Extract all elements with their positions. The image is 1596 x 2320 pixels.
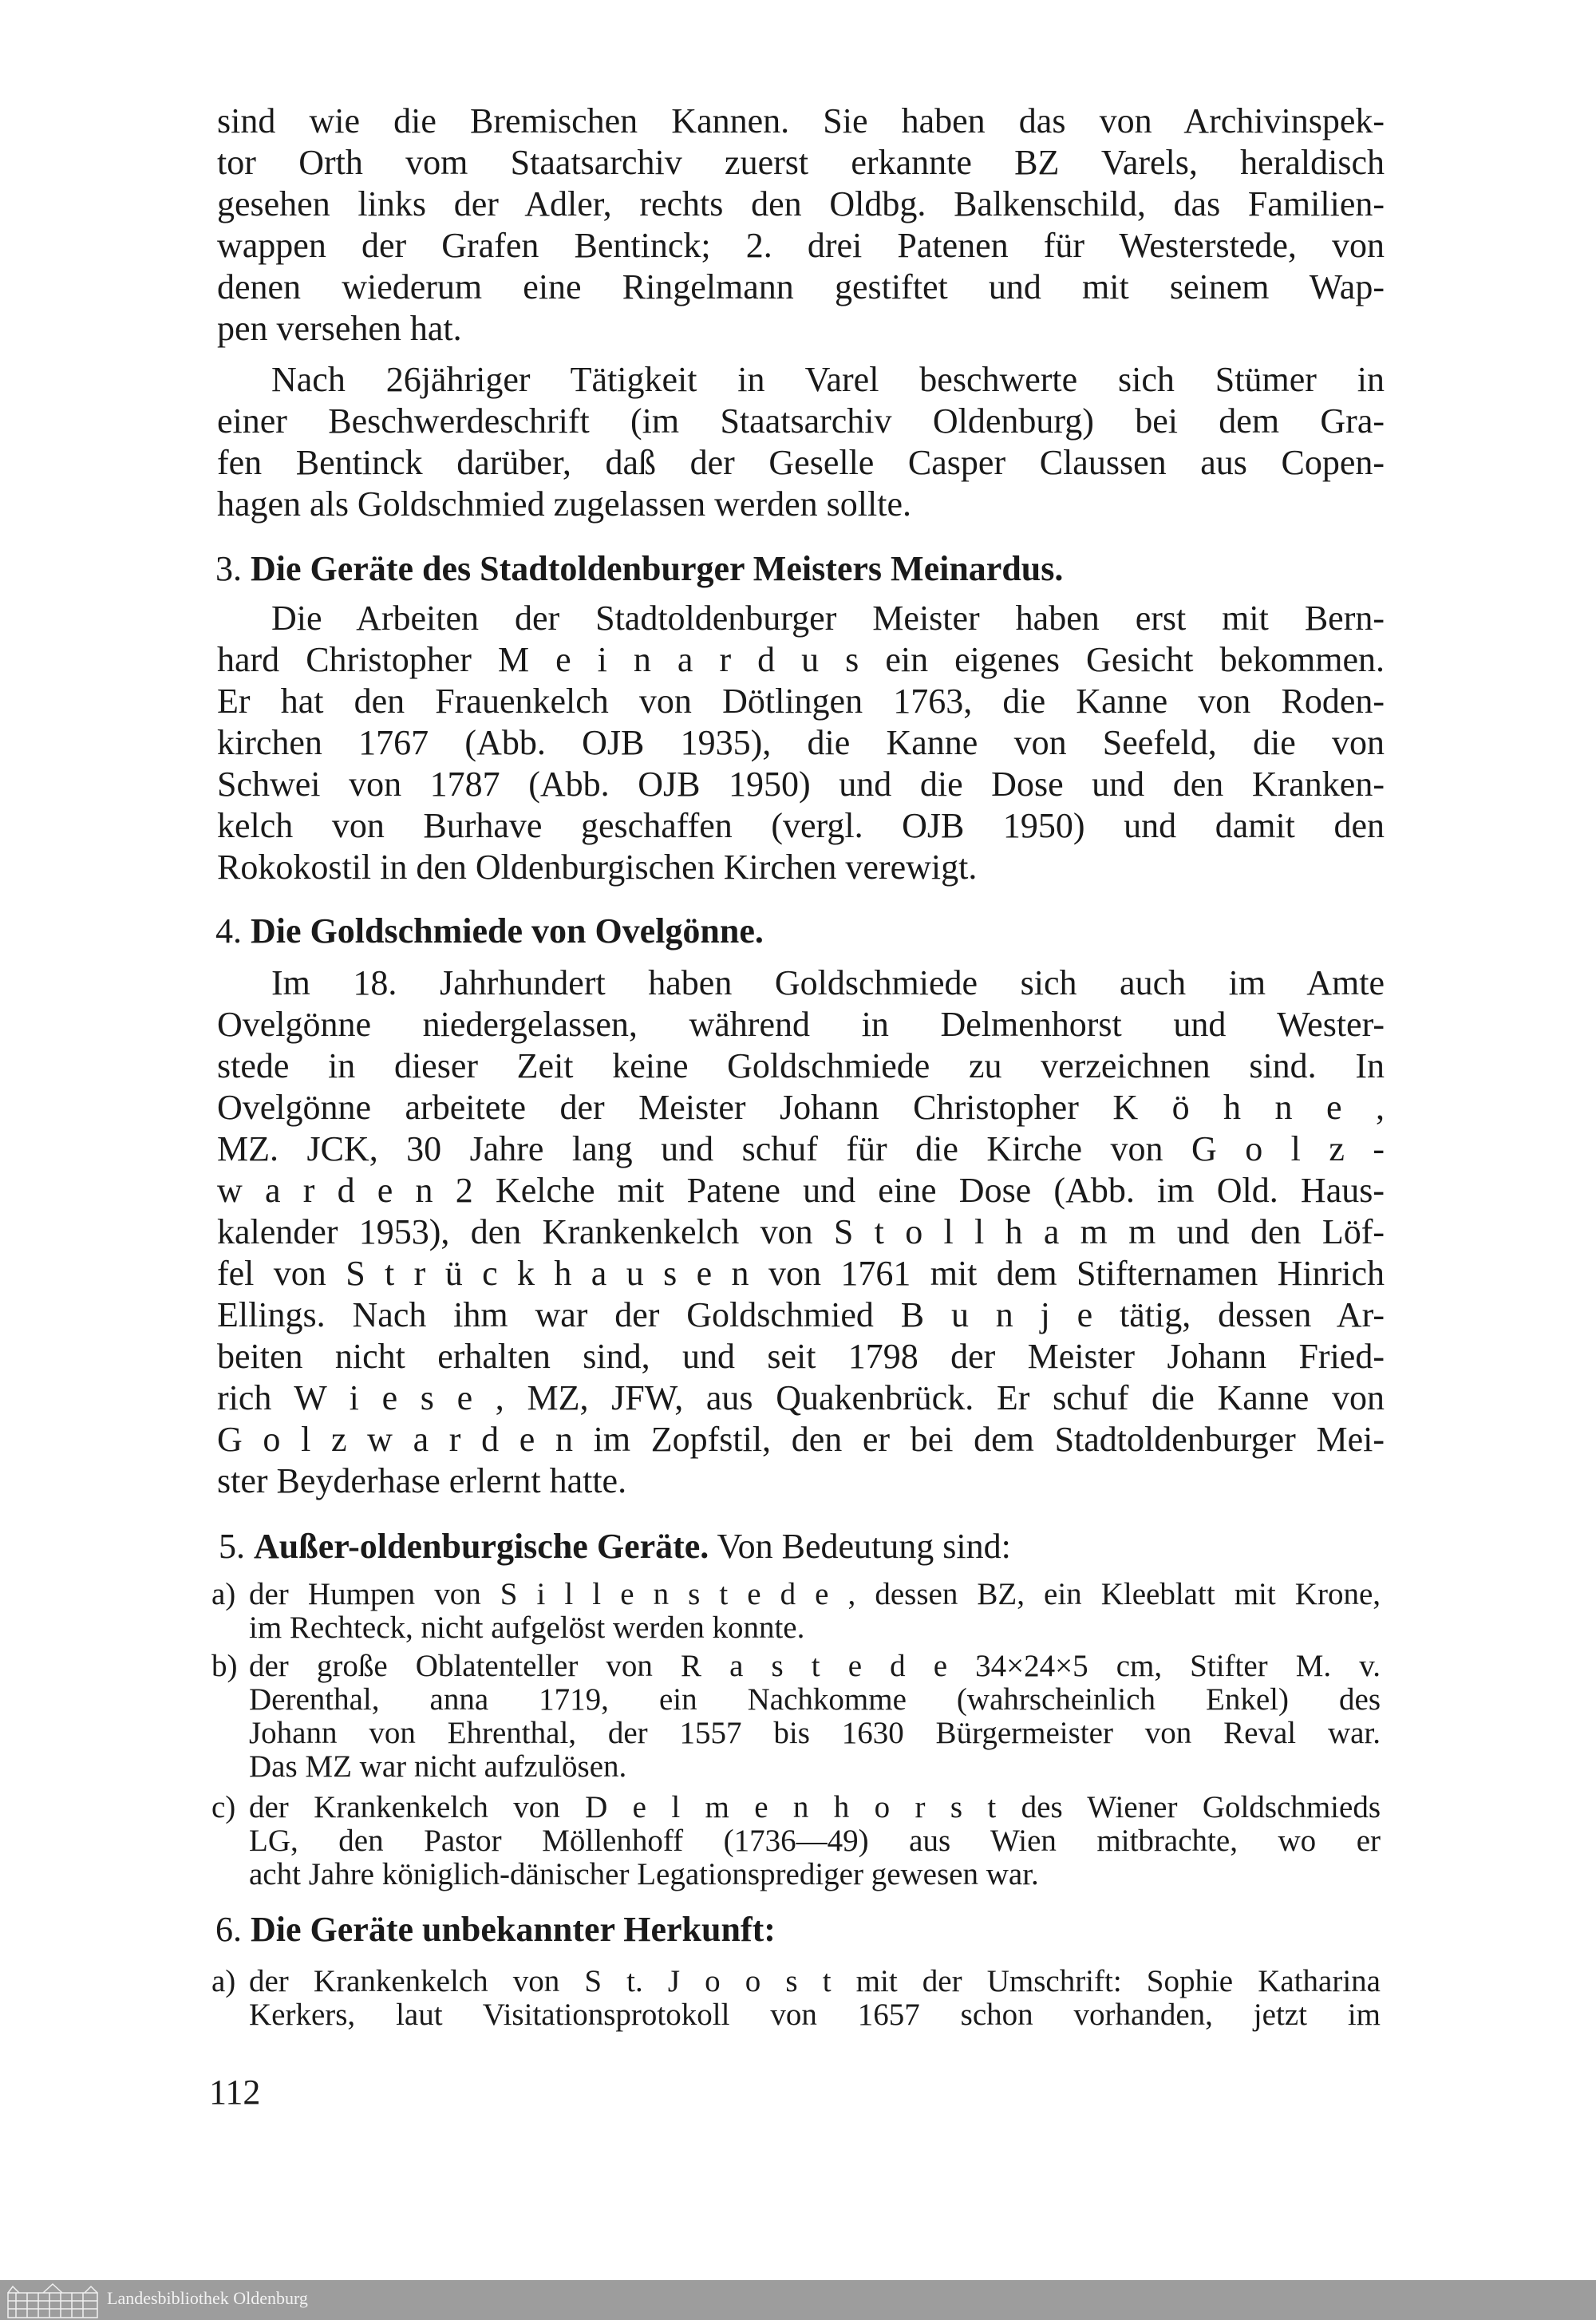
text-line: hard Christopher M e i n a r d u s ein eigenes Gesicht bekommen. xyxy=(217,640,1385,679)
text-line: Nach 26jähriger Tätigkeit in Varel beschwerte sich Stümer in xyxy=(271,360,1385,399)
paragraph-2 xyxy=(217,359,1385,525)
section-number: 4. xyxy=(215,911,242,951)
text-line: der Krankenkelch von S t. J o o s t mit der Umschrift: Sophie Katharina xyxy=(249,1964,1381,1998)
text-line: der Humpen von S i l l e n s t e d e , dessen BZ, ein Kleeblatt mit Krone, xyxy=(249,1577,1381,1611)
text-line: Die Arbeiten der Stadtoldenburger Meister haben erst mit Bern- xyxy=(271,599,1385,638)
heading-section-5 xyxy=(219,1526,1011,1567)
list-text xyxy=(249,1965,1381,2032)
text-line: denen wiederum eine Ringelmann gestiftet und mit seinem Wap- xyxy=(217,267,1385,306)
text-line: Rokokostil in den Oldenburgischen Kirchen verewigt. xyxy=(217,848,978,887)
text-line: Derenthal, anna 1719, ein Nachkomme (wahrscheinlich Enkel) des xyxy=(249,1682,1381,1717)
section-title: Die Geräte unbekannter Herkunft: xyxy=(251,1910,776,1949)
list-item-5c xyxy=(211,1791,1381,1891)
text-line: Im 18. Jahrhundert haben Goldschmiede sich auch im Amte xyxy=(271,963,1385,1002)
text-line: gesehen links der Adler, rechts den Oldbg. Balkenschild, das Familien- xyxy=(217,184,1385,223)
library-name: Landesbibliothek Oldenburg xyxy=(107,2288,308,2308)
list-text xyxy=(249,1578,1381,1645)
text-line: wappen der Grafen Bentinck; 2. drei Patenen für Westerstede, von xyxy=(217,226,1385,265)
list-item-6a xyxy=(211,1965,1381,2032)
text-line: Ovelgönne arbeitete der Meister Johann Christopher K ö h n e , xyxy=(217,1088,1385,1127)
text-line: der Krankenkelch von D e l m e n h o r s t des Wiener Goldschmieds xyxy=(249,1790,1381,1824)
section-number: 6. xyxy=(215,1910,242,1949)
section-title: Außer-oldenburgische Geräte. xyxy=(254,1527,709,1566)
text-line: sind wie die Bremischen Kannen. Sie haben das von Archivinspek- xyxy=(217,101,1385,140)
text-line: rich W i e s e , MZ, JFW, aus Quakenbrück. Er schuf die Kanne von xyxy=(217,1378,1385,1417)
text-line: hagen als Goldschmied zugelassen werden sollte. xyxy=(217,484,911,524)
library-building-logo-icon xyxy=(5,2282,99,2318)
text-line: beiten nicht erhalten sind, und seit 1798 der Meister Johann Fried- xyxy=(217,1337,1385,1376)
heading-section-4 xyxy=(215,911,764,952)
text-line: w a r d e n 2 Kelche mit Patene und eine Dose (Abb. im Old. Haus- xyxy=(217,1171,1385,1210)
list-item-5b xyxy=(211,1650,1381,1784)
text-line: der große Oblatenteller von R a s t e d e 34×24×5 cm, Stifter M. v. xyxy=(249,1649,1381,1683)
section-number: 3. xyxy=(215,549,242,588)
text-line: Ovelgönne niedergelassen, während in Delmenhorst und Wester- xyxy=(217,1005,1385,1044)
text-line: Schwei von 1787 (Abb. OJB 1950) und die Dose und den Kranken- xyxy=(217,765,1385,804)
footer-bar xyxy=(0,2280,1596,2320)
list-label: a) xyxy=(211,1577,236,1611)
text-line: im Rechteck, nicht aufgelöst werden konnte. xyxy=(249,1611,805,1645)
heading-section-6 xyxy=(215,1909,776,1950)
list-text xyxy=(249,1650,1381,1784)
text-line: stede in dieser Zeit keine Goldschmiede zu verzeichnen sind. In xyxy=(217,1046,1385,1085)
list-label: a) xyxy=(211,1964,236,1998)
text-line: Johann von Ehrenthal, der 1557 bis 1630 Bürgermeister von Reval war. xyxy=(249,1716,1381,1750)
list-item-5a xyxy=(211,1578,1381,1645)
section-title: Die Geräte des Stadtoldenburger Meisters Meinardus. xyxy=(251,549,1064,588)
text-line: Kerkers, laut Visitationsprotokoll von 1657 schon vorhanden, jetzt im xyxy=(249,1998,1381,2032)
text-line: tor Orth vom Staatsarchiv zuerst erkannte BZ Varels, heraldisch xyxy=(217,143,1385,182)
text-line: fel von S t r ü c k h a u s e n von 1761 mit dem Stifternamen Hinrich xyxy=(217,1254,1385,1293)
text-line: ster Beyderhase erlernt hatte. xyxy=(217,1461,627,1500)
list-label: b) xyxy=(211,1649,238,1683)
text-line: kirchen 1767 (Abb. OJB 1935), die Kanne von Seefeld, die von xyxy=(217,723,1385,762)
paragraph-4 xyxy=(217,962,1385,1502)
section-title: Die Goldschmiede von Ovelgönne. xyxy=(251,911,764,951)
text-line: G o l z w a r d e n im Zopfstil, den er bei dem Stadtoldenburger Mei- xyxy=(217,1420,1385,1459)
text-line: acht Jahre königlich-dänischer Legationsprediger gewesen war. xyxy=(249,1857,1039,1891)
section-intro: Von Bedeutung sind: xyxy=(709,1527,1011,1566)
paragraph-1 xyxy=(217,101,1385,350)
section-number: 5. xyxy=(219,1527,245,1566)
text-line: kalender 1953), den Krankenkelch von S t o l l h a m m und den Löf- xyxy=(217,1212,1385,1251)
text-line: Er hat den Frauenkelch von Dötlingen 1763, die Kanne von Roden- xyxy=(217,682,1385,721)
text-line: fen Bentinck darüber, daß der Geselle Casper Claussen aus Copen- xyxy=(217,443,1385,482)
text-line: einer Beschwerdeschrift (im Staatsarchiv Oldenburg) bei dem Gra- xyxy=(217,401,1385,441)
page-number: 112 xyxy=(209,2073,261,2112)
list-text xyxy=(249,1791,1381,1891)
text-line: LG, den Pastor Möllenhoff (1736—49) aus Wien mitbrachte, wo er xyxy=(249,1824,1381,1858)
text-line: pen versehen hat. xyxy=(217,309,462,348)
heading-section-3 xyxy=(215,548,1063,590)
list-label: c) xyxy=(211,1790,236,1824)
text-line: Das MZ war nicht aufzulösen. xyxy=(249,1749,627,1784)
text-line: Ellings. Nach ihm war der Goldschmied B u n j e tätig, dessen Ar- xyxy=(217,1295,1385,1334)
text-line: kelch von Burhave geschaffen (vergl. OJB 1950) und damit den xyxy=(217,806,1385,845)
text-line: MZ. JCK, 30 Jahre lang und schuf für die Kirche von G o l z - xyxy=(217,1129,1385,1168)
paragraph-3 xyxy=(217,598,1385,888)
